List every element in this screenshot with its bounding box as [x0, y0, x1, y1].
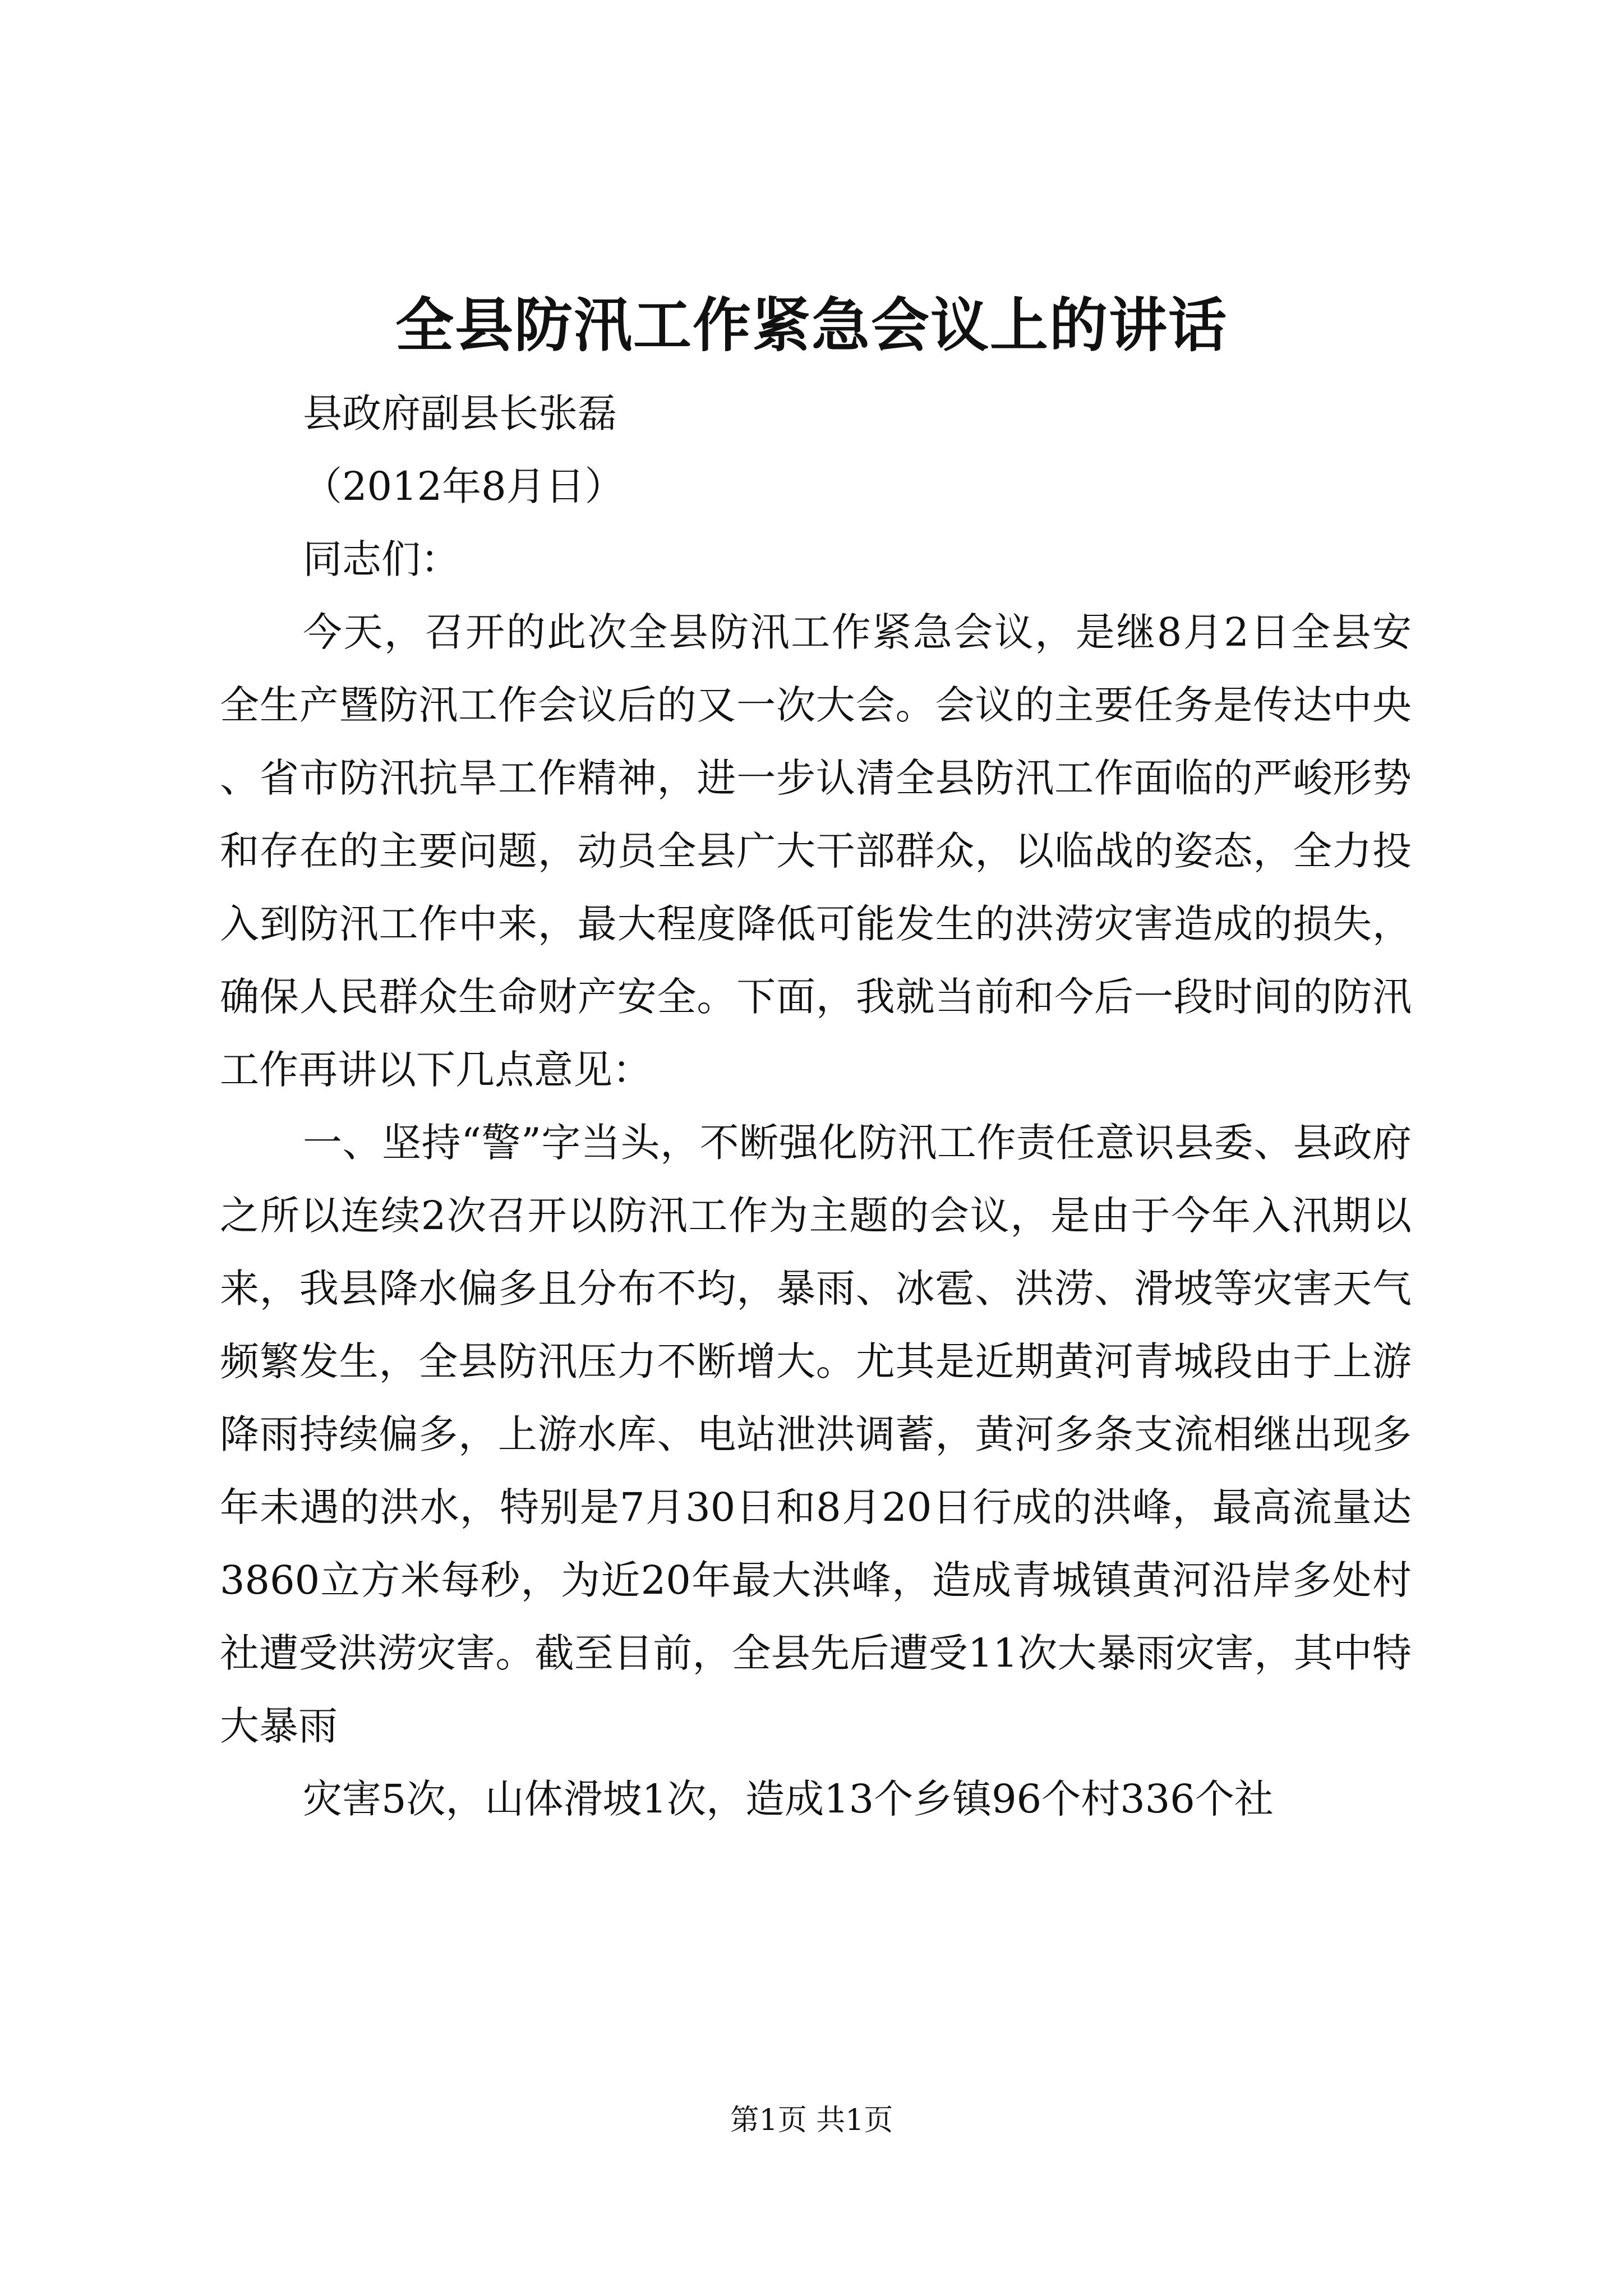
document-body: [220, 377, 1412, 1835]
paragraph-intro: 今天，召开的此次全县防汛工作紧急会议，是继8月2日全县安全生产暨防汛工作会议后的又一次大会。会议的主要任务是传达中央、省市防汛抗旱工作精神，进一步认清全县防汛工作面临的严峻形势和存在的主要问题，动员全县广大干部群众，以临战的姿态，全力投入到防汛工作中来，最大程度降低可能发生的洪涝灾害造成的损失，确保人民群众生命财产安全。下面，我就当前和今后一段时间的防汛工作再讲以下几点意见：: [220, 609, 1412, 1093]
paragraph-section-one: 一、坚持“警”字当头，不断强化防汛工作责任意识县委、县政府之所以连续2次召开以防汛工作为主题的会议，是由于今年入汛期以来，我县降水偏多且分布不均，暴雨、冰雹、洪涝、滑坡等灾害天气频繁发生，全县防汛压力不断增大。尤其是近期黄河青城段由于上游降雨持续偏多，上游水库、电站泄洪调蓄，黄河多条支流相继出现多年未遇的洪水，特别是7月30日和8月20日行成的洪峰，最高流量达3860立方米每秒，为近20年最大洪峰，造成青城镇黄河沿岸多处村社遭受洪涝灾害。截至目前，全县先后遭受11次大暴雨灾害，其中特大暴雨: [220, 1120, 1412, 1749]
document-title: 全县防汛工作紧急会议上的讲话: [395, 291, 1228, 360]
date-line: （2012年8月日）: [303, 463, 624, 509]
salutation: 同志们：: [303, 536, 460, 582]
paragraph-continued: 灾害5次，山体滑坡1次，造成13个乡镇96个村336个社: [303, 1776, 1274, 1822]
page-footer: 第1页 共1页: [730, 2104, 893, 2137]
author-line: 县政府副县长张磊: [303, 390, 617, 436]
